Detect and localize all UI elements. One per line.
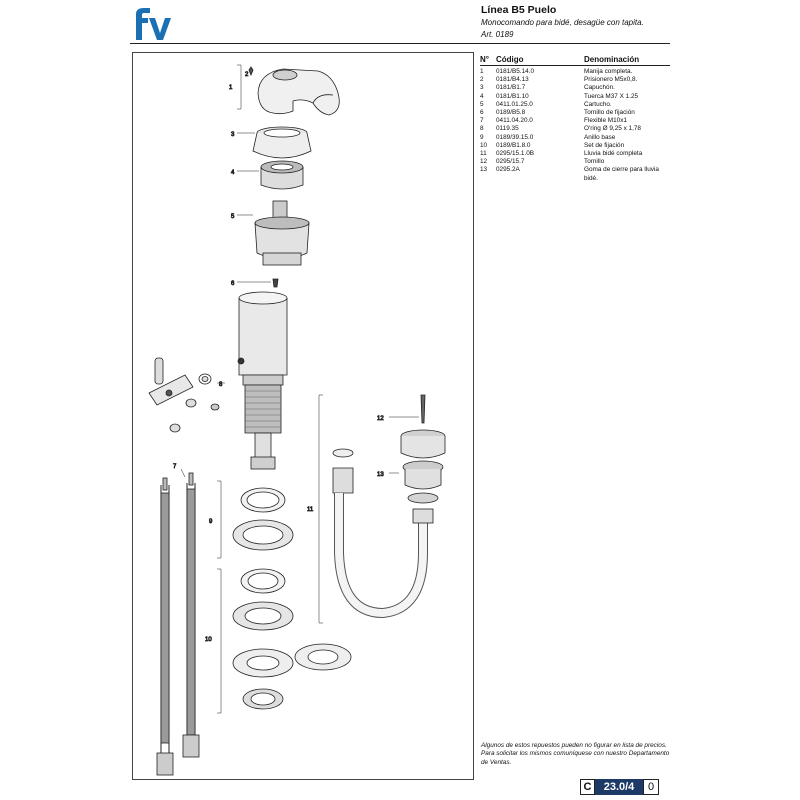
page-number: 23.0/4: [595, 779, 643, 795]
row-name: Manija completa.: [584, 68, 633, 75]
table-row: [480, 166, 670, 182]
header-code: Código: [496, 55, 524, 64]
callout-6: 6: [231, 281, 235, 287]
faucet-body-part: [238, 292, 287, 469]
table-row: [480, 150, 670, 158]
callout-9: 9: [209, 519, 213, 525]
row-number: 9: [480, 133, 484, 141]
row-name: Capuchón.: [584, 84, 615, 92]
row-name: Prisionero M5x0,8.: [584, 76, 638, 84]
row-number: 7: [480, 117, 484, 125]
callout-4: 4: [231, 170, 235, 176]
row-code: 0411.04.20.0: [496, 117, 533, 125]
row-number: 8: [480, 125, 484, 133]
row-number: 13: [480, 166, 488, 174]
cap-part: [253, 127, 311, 158]
row-code: 0189/39.15.0: [496, 133, 534, 141]
row-number: 4: [480, 92, 484, 100]
spray-screw-part: [421, 395, 425, 423]
row-number: 5: [480, 100, 484, 108]
callout-3: 3: [231, 132, 235, 138]
document-subtitle: Monocomando para bidé, desagüe con tapita.: [481, 18, 644, 27]
callout-8: 8: [219, 382, 223, 388]
parts-table: [480, 52, 670, 183]
table-row: [480, 101, 670, 109]
row-number: 10: [480, 141, 488, 149]
row-name: Cartucho.: [584, 100, 612, 108]
table-row: [480, 125, 670, 133]
table-row: [480, 84, 670, 92]
flexible-hoses-part: [157, 473, 199, 775]
row-number: 6: [480, 109, 484, 117]
row-code: 0181/B1.10: [496, 92, 529, 100]
callout-5: 5: [231, 214, 235, 220]
row-name: Flexible M10x1: [584, 117, 627, 125]
row-name: Tuerca M37 X 1.25: [584, 92, 639, 100]
exploded-view-frame: [132, 52, 474, 780]
table-row: [480, 134, 670, 142]
row-code: 0295/15.1.0B: [496, 150, 535, 158]
row-number: 3: [480, 84, 484, 92]
row-name: Set de fijación: [584, 141, 625, 149]
row-code: 0181/B4.13: [496, 76, 529, 84]
row-code: 0295/15.7: [496, 158, 525, 166]
callout-1: 1: [229, 85, 233, 91]
row-name: Tornillo de fijación: [584, 109, 635, 117]
header-number: N°: [480, 55, 489, 64]
row-name: Lluvia bidé completa: [584, 150, 643, 158]
table-row: [480, 109, 670, 117]
row-number: 11: [480, 150, 487, 158]
table-row: [480, 142, 670, 150]
fixing-set-part: [233, 569, 351, 709]
exploded-view-drawing: [133, 53, 473, 779]
callout-2: 2: [245, 72, 249, 78]
spray-head-part: [401, 430, 445, 503]
set-screw-part: [249, 67, 253, 75]
fv-logo: [132, 6, 172, 42]
row-code: 0411.01.25.0: [496, 100, 533, 108]
row-number: 2: [480, 76, 484, 84]
row-code: 0181/B1.7: [496, 84, 526, 92]
callout-10: 10: [205, 637, 212, 643]
table-row: [480, 68, 670, 76]
page-letter: C: [580, 779, 595, 795]
parts-table-header: [480, 52, 670, 66]
row-number: 12: [480, 158, 488, 166]
row-name: Goma de cierre para lluvia bidé.: [584, 166, 659, 182]
header-rule: [130, 43, 670, 44]
row-code: 0295.2A: [496, 166, 520, 174]
nut-part: [261, 161, 303, 189]
row-number: 1: [480, 68, 484, 75]
row-code: 0189/B1.8.0: [496, 141, 531, 149]
footer-note: Algunos de estos repuestos pueden no figurar en lista de precios. Para solicitar los mismos comuníquese con nuestro Departamento de Ventas.: [481, 742, 670, 766]
table-row: [480, 93, 670, 101]
table-row: [480, 117, 670, 125]
row-code: 0181/B5.14.0: [496, 68, 535, 75]
fixing-screw-part: [273, 279, 278, 287]
cartridge-part: [255, 201, 309, 265]
row-name: Tornillo: [584, 158, 605, 166]
document-title: Línea B5 Puelo: [481, 4, 557, 16]
table-row: [480, 158, 670, 166]
page-reference: [580, 779, 659, 795]
callout-7: 7: [173, 464, 177, 470]
header-name: Denominación: [584, 55, 640, 64]
row-name: Anillo base: [584, 133, 616, 141]
article-number: Art. 0189: [481, 30, 514, 39]
row-name: O'ring Ø 9,25 x 1,78: [584, 125, 641, 133]
page-revision: 0: [643, 779, 659, 795]
table-row: [480, 76, 670, 84]
callout-13: 13: [377, 472, 384, 478]
row-code: 0119.35: [496, 125, 519, 133]
callout-11: 11: [307, 507, 314, 513]
callout-12: 12: [377, 416, 384, 422]
diverter-assembly: [149, 358, 219, 432]
handle-part: [258, 69, 339, 115]
row-code: 0189/B5.8: [496, 109, 526, 117]
base-ring-part: [233, 488, 293, 550]
